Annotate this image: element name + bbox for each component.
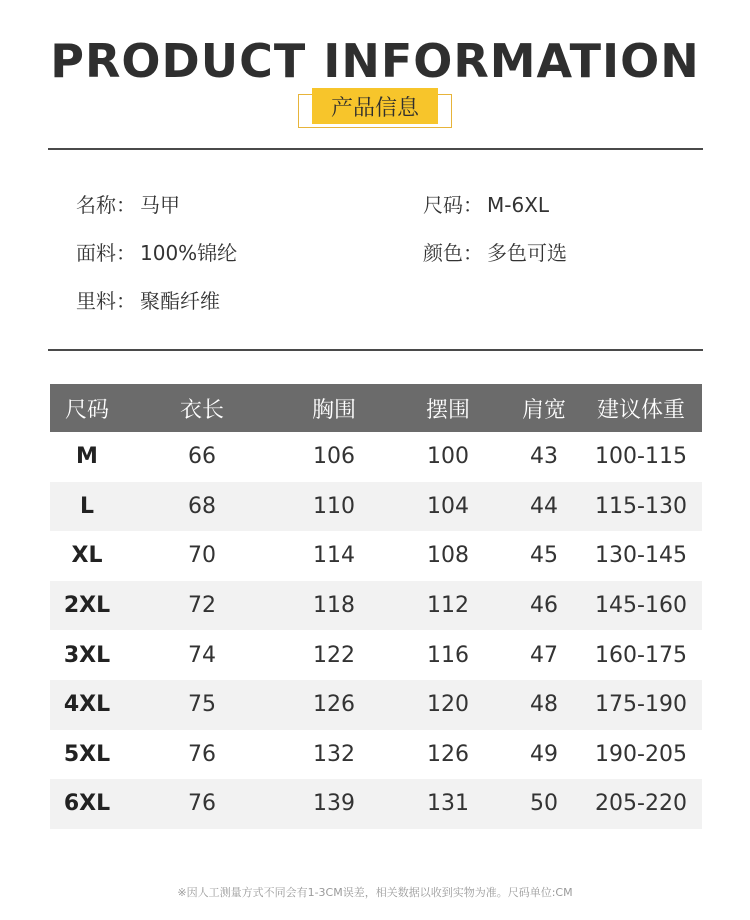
subtitle-label: 产品信息 [312, 88, 438, 124]
cell-weight: 115-130 [580, 482, 702, 532]
cell-length: 76 [188, 741, 216, 767]
table-row [50, 581, 702, 631]
info-item-lining [76, 285, 220, 314]
cell-weight: 100-115 [595, 444, 687, 470]
cell-hem: 112 [388, 581, 508, 631]
cell-weight: 130-145 [595, 543, 687, 569]
cell-size: 6XL [50, 779, 124, 829]
info-label: 面料： [76, 241, 136, 265]
header-size: 尺码 [50, 384, 124, 432]
table-row [50, 630, 702, 680]
cell-shoulder: 49 [530, 741, 558, 767]
cell-chest: 106 [313, 444, 355, 470]
table-row [50, 730, 702, 780]
cell-shoulder: 43 [530, 444, 558, 470]
cell-weight: 205-220 [580, 779, 702, 829]
header-shoulder: 肩宽 [508, 384, 580, 432]
cell-length: 66 [188, 444, 216, 470]
table-row [50, 482, 702, 532]
info-item-size [423, 189, 549, 218]
cell-shoulder: 50 [508, 779, 580, 829]
info-value: 多色可选 [487, 241, 567, 265]
footnote: ※因人工测量方式不同会有1-3CM误差，相关数据以收到实物为准。尺码单位:CM [177, 886, 573, 899]
cell-length: 74 [188, 642, 216, 668]
cell-weight: 160-175 [595, 642, 687, 668]
cell-length: 70 [188, 543, 216, 569]
cell-hem: 108 [427, 543, 469, 569]
cell-shoulder: 44 [508, 482, 580, 532]
info-label: 里料： [76, 289, 136, 313]
cell-length: 72 [124, 581, 280, 631]
info-label: 尺码： [423, 193, 483, 217]
cell-hem: 100 [427, 444, 469, 470]
divider-top [48, 148, 703, 150]
cell-chest: 110 [280, 482, 388, 532]
cell-weight: 145-160 [580, 581, 702, 631]
info-value: 100%锦纶 [140, 241, 238, 265]
cell-shoulder: 45 [530, 543, 558, 569]
cell-weight: 190-205 [595, 741, 687, 767]
header-chest: 胸围 [280, 384, 388, 432]
cell-hem: 126 [427, 741, 469, 767]
table-row [50, 531, 702, 581]
cell-hem: 131 [388, 779, 508, 829]
cell-shoulder: 46 [508, 581, 580, 631]
info-item-fabric [76, 237, 237, 266]
cell-chest: 122 [313, 642, 355, 668]
cell-size: 3XL [63, 642, 111, 668]
cell-chest: 132 [313, 741, 355, 767]
size-table-header [50, 384, 702, 432]
page-title: PRODUCT INFORMATION [50, 34, 700, 88]
header-weight: 建议体重 [580, 384, 702, 432]
cell-length: 76 [124, 779, 280, 829]
info-item-name [76, 189, 180, 218]
header-hem: 摆围 [388, 384, 508, 432]
cell-length: 68 [124, 482, 280, 532]
table-row [50, 432, 702, 482]
cell-hem: 116 [427, 642, 469, 668]
info-label: 颜色： [423, 241, 483, 265]
info-value: 马甲 [140, 193, 180, 217]
divider-bottom [48, 349, 703, 351]
cell-weight: 175-190 [580, 680, 702, 730]
cell-hem: 120 [388, 680, 508, 730]
table-row [50, 680, 702, 730]
subtitle-badge [298, 88, 454, 130]
header-length: 衣长 [124, 384, 280, 432]
size-table [50, 384, 702, 829]
cell-chest: 114 [313, 543, 355, 569]
cell-length: 75 [124, 680, 280, 730]
cell-size: XL [71, 543, 103, 569]
cell-size: 2XL [50, 581, 124, 631]
info-value: M-6XL [487, 193, 550, 217]
info-value: 聚酯纤维 [140, 289, 220, 313]
cell-hem: 104 [388, 482, 508, 532]
cell-chest: 118 [280, 581, 388, 631]
info-label: 名称： [76, 193, 136, 217]
cell-shoulder: 48 [508, 680, 580, 730]
cell-size: 4XL [50, 680, 124, 730]
table-row [50, 779, 702, 829]
cell-shoulder: 47 [530, 642, 558, 668]
cell-size: M [76, 444, 98, 470]
cell-chest: 126 [280, 680, 388, 730]
cell-size: L [50, 482, 124, 532]
info-item-color [423, 237, 567, 266]
cell-size: 5XL [63, 741, 111, 767]
cell-chest: 139 [280, 779, 388, 829]
